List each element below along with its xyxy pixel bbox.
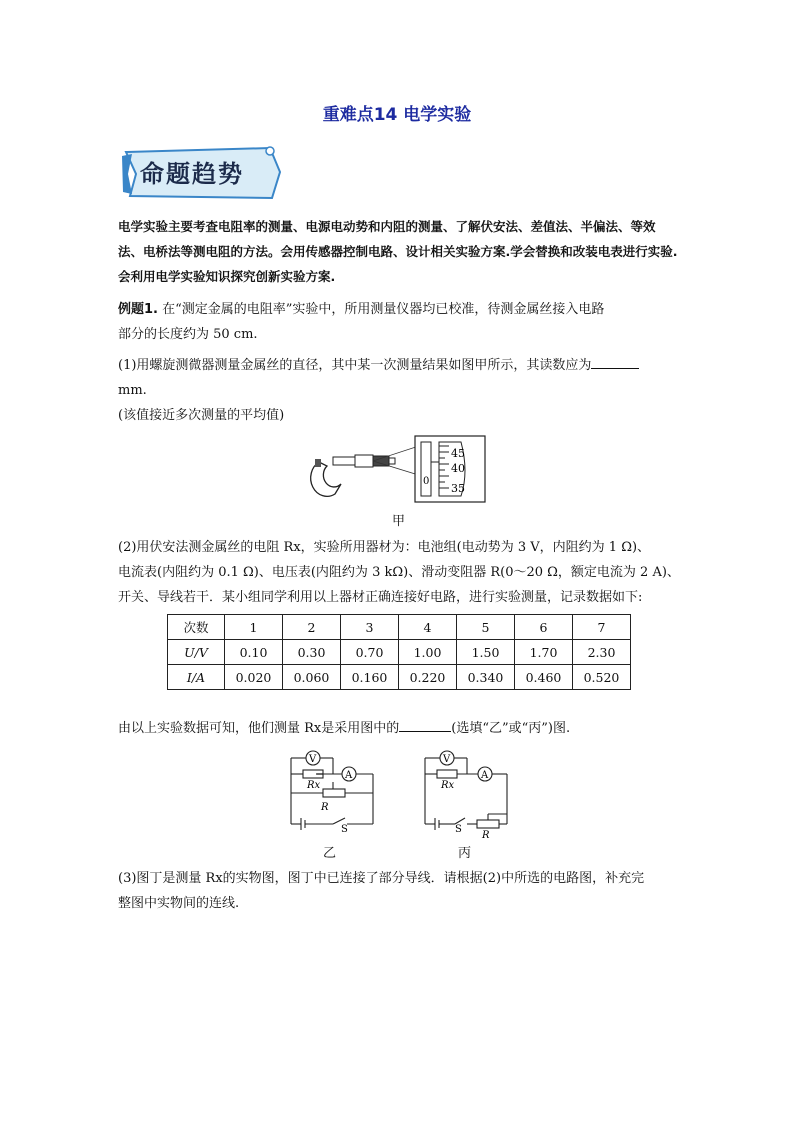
table-header-cell: 6	[515, 615, 573, 640]
table-cell: I/A	[168, 665, 225, 690]
voltmeter-label: V	[443, 754, 451, 765]
intro-paragraph: 电学实验主要考查电阻率的测量、电源电动势和内阻的测量、了解伏安法、差值法、半偏法、等效法、电桥法等测电阻的方法。会用传感器控制电路、设计相关实验方案.学会替换和改装电表进行实验.会利用电学实验知识探究创新实验方案.	[118, 219, 678, 284]
question-2	[118, 535, 684, 610]
scale-zero-label: 0	[423, 476, 430, 487]
table-header-cell: 3	[341, 615, 399, 640]
question-2-followup	[118, 716, 684, 741]
table-row	[168, 640, 631, 665]
table-cell: U/V	[168, 640, 225, 665]
table-header-cell: 1	[225, 615, 283, 640]
table-header-cell: 7	[573, 615, 631, 640]
banner-label: 命题趋势	[140, 160, 244, 188]
circuit-yi	[283, 748, 383, 835]
table-header-cell: 次数	[168, 615, 225, 640]
table-header-cell: 4	[399, 615, 457, 640]
q2-after-a: 由以上实验数据可知，他们测量 Rx是采用图中的	[118, 721, 400, 736]
table-header-cell: 5	[457, 615, 515, 640]
figure-caption-yi: 乙	[323, 846, 337, 861]
table-header-cell: 2	[283, 615, 341, 640]
table-cell: 0.70	[341, 640, 399, 665]
q1-line2: mm.	[118, 383, 147, 398]
figure-caption-bing: 丙	[458, 846, 472, 861]
q2-line1: (2)用伏安法测金属丝的电阻 Rx，实验所用器材为：电池组(电动势为 3 V，内阻约为 1 Ω)、	[118, 540, 651, 555]
example-stem-line1: 在“测定金属的电阻率”实验中，所用测量仪器均已校准，待测金属丝接入电路	[162, 302, 605, 317]
rx-label: Rx	[441, 780, 455, 791]
table-cell: 0.10	[225, 640, 283, 665]
section-banner	[120, 144, 285, 202]
q3-line1: (3)图丁是测量 Rx的实物图，图丁中已连接了部分导线．请根据(2)中所选的电路图，补充完	[118, 871, 645, 886]
scale-label-40: 40	[451, 462, 465, 475]
table-cell: 0.020	[225, 665, 283, 690]
switch-label: S	[455, 824, 462, 835]
table-cell: 1.50	[457, 640, 515, 665]
table-cell: 0.160	[341, 665, 399, 690]
table-cell: 0.060	[283, 665, 341, 690]
ammeter-label: A	[345, 770, 353, 781]
table-cell: 2.30	[573, 640, 631, 665]
scale-label-35: 35	[451, 482, 465, 495]
figure-caption-jia: 甲	[392, 514, 406, 529]
circuit-bing	[417, 748, 517, 841]
data-table	[167, 614, 631, 690]
q2-after-b: (选填“乙”或“丙”)图.	[451, 721, 571, 736]
example-label: 例题1.	[118, 302, 158, 317]
question-1	[118, 353, 684, 428]
table-cell: 0.30	[283, 640, 341, 665]
q3-line2: 整图中实物间的连线.	[118, 896, 240, 911]
table-cell: 1.70	[515, 640, 573, 665]
table-header-row	[168, 615, 631, 640]
answer-blank-2[interactable]	[399, 717, 451, 732]
rx-label: Rx	[307, 780, 321, 791]
table-cell: 0.460	[515, 665, 573, 690]
table-cell: 0.520	[573, 665, 631, 690]
r-label: R	[482, 830, 490, 841]
question-3	[118, 866, 684, 916]
q1-line1: (1)用螺旋测微器测量金属丝的直径，其中某一次测量结果如图甲所示，其读数应为	[118, 358, 592, 373]
r-label: R	[321, 802, 329, 813]
table-row	[168, 665, 631, 690]
switch-label: S	[341, 824, 348, 835]
table-cell: 0.220	[399, 665, 457, 690]
q2-line3: 开关、导线若干．某小组同学利用以上器材正确连接好电路，进行实验测量，记录数据如下:	[118, 590, 643, 605]
table-cell: 0.340	[457, 665, 515, 690]
example-stem-line2: 部分的长度约为 50 cm.	[118, 327, 258, 342]
table-cell: 1.00	[399, 640, 457, 665]
answer-blank-1[interactable]	[591, 354, 639, 369]
q1-note: (该值接近多次测量的平均值)	[118, 408, 285, 423]
micrometer-figure	[305, 432, 495, 507]
q2-line2: 电流表(内阻约为 0.1 Ω)、电压表(内阻约为 3 kΩ)、滑动变阻器 R(0～20 Ω，额定电流为 2 A)、	[118, 565, 680, 580]
scale-label-45: 45	[451, 447, 465, 460]
voltmeter-label: V	[309, 754, 317, 765]
ammeter-label: A	[481, 770, 489, 781]
page-title: 重难点14 电学实验	[322, 105, 472, 125]
example-stem	[118, 297, 684, 347]
